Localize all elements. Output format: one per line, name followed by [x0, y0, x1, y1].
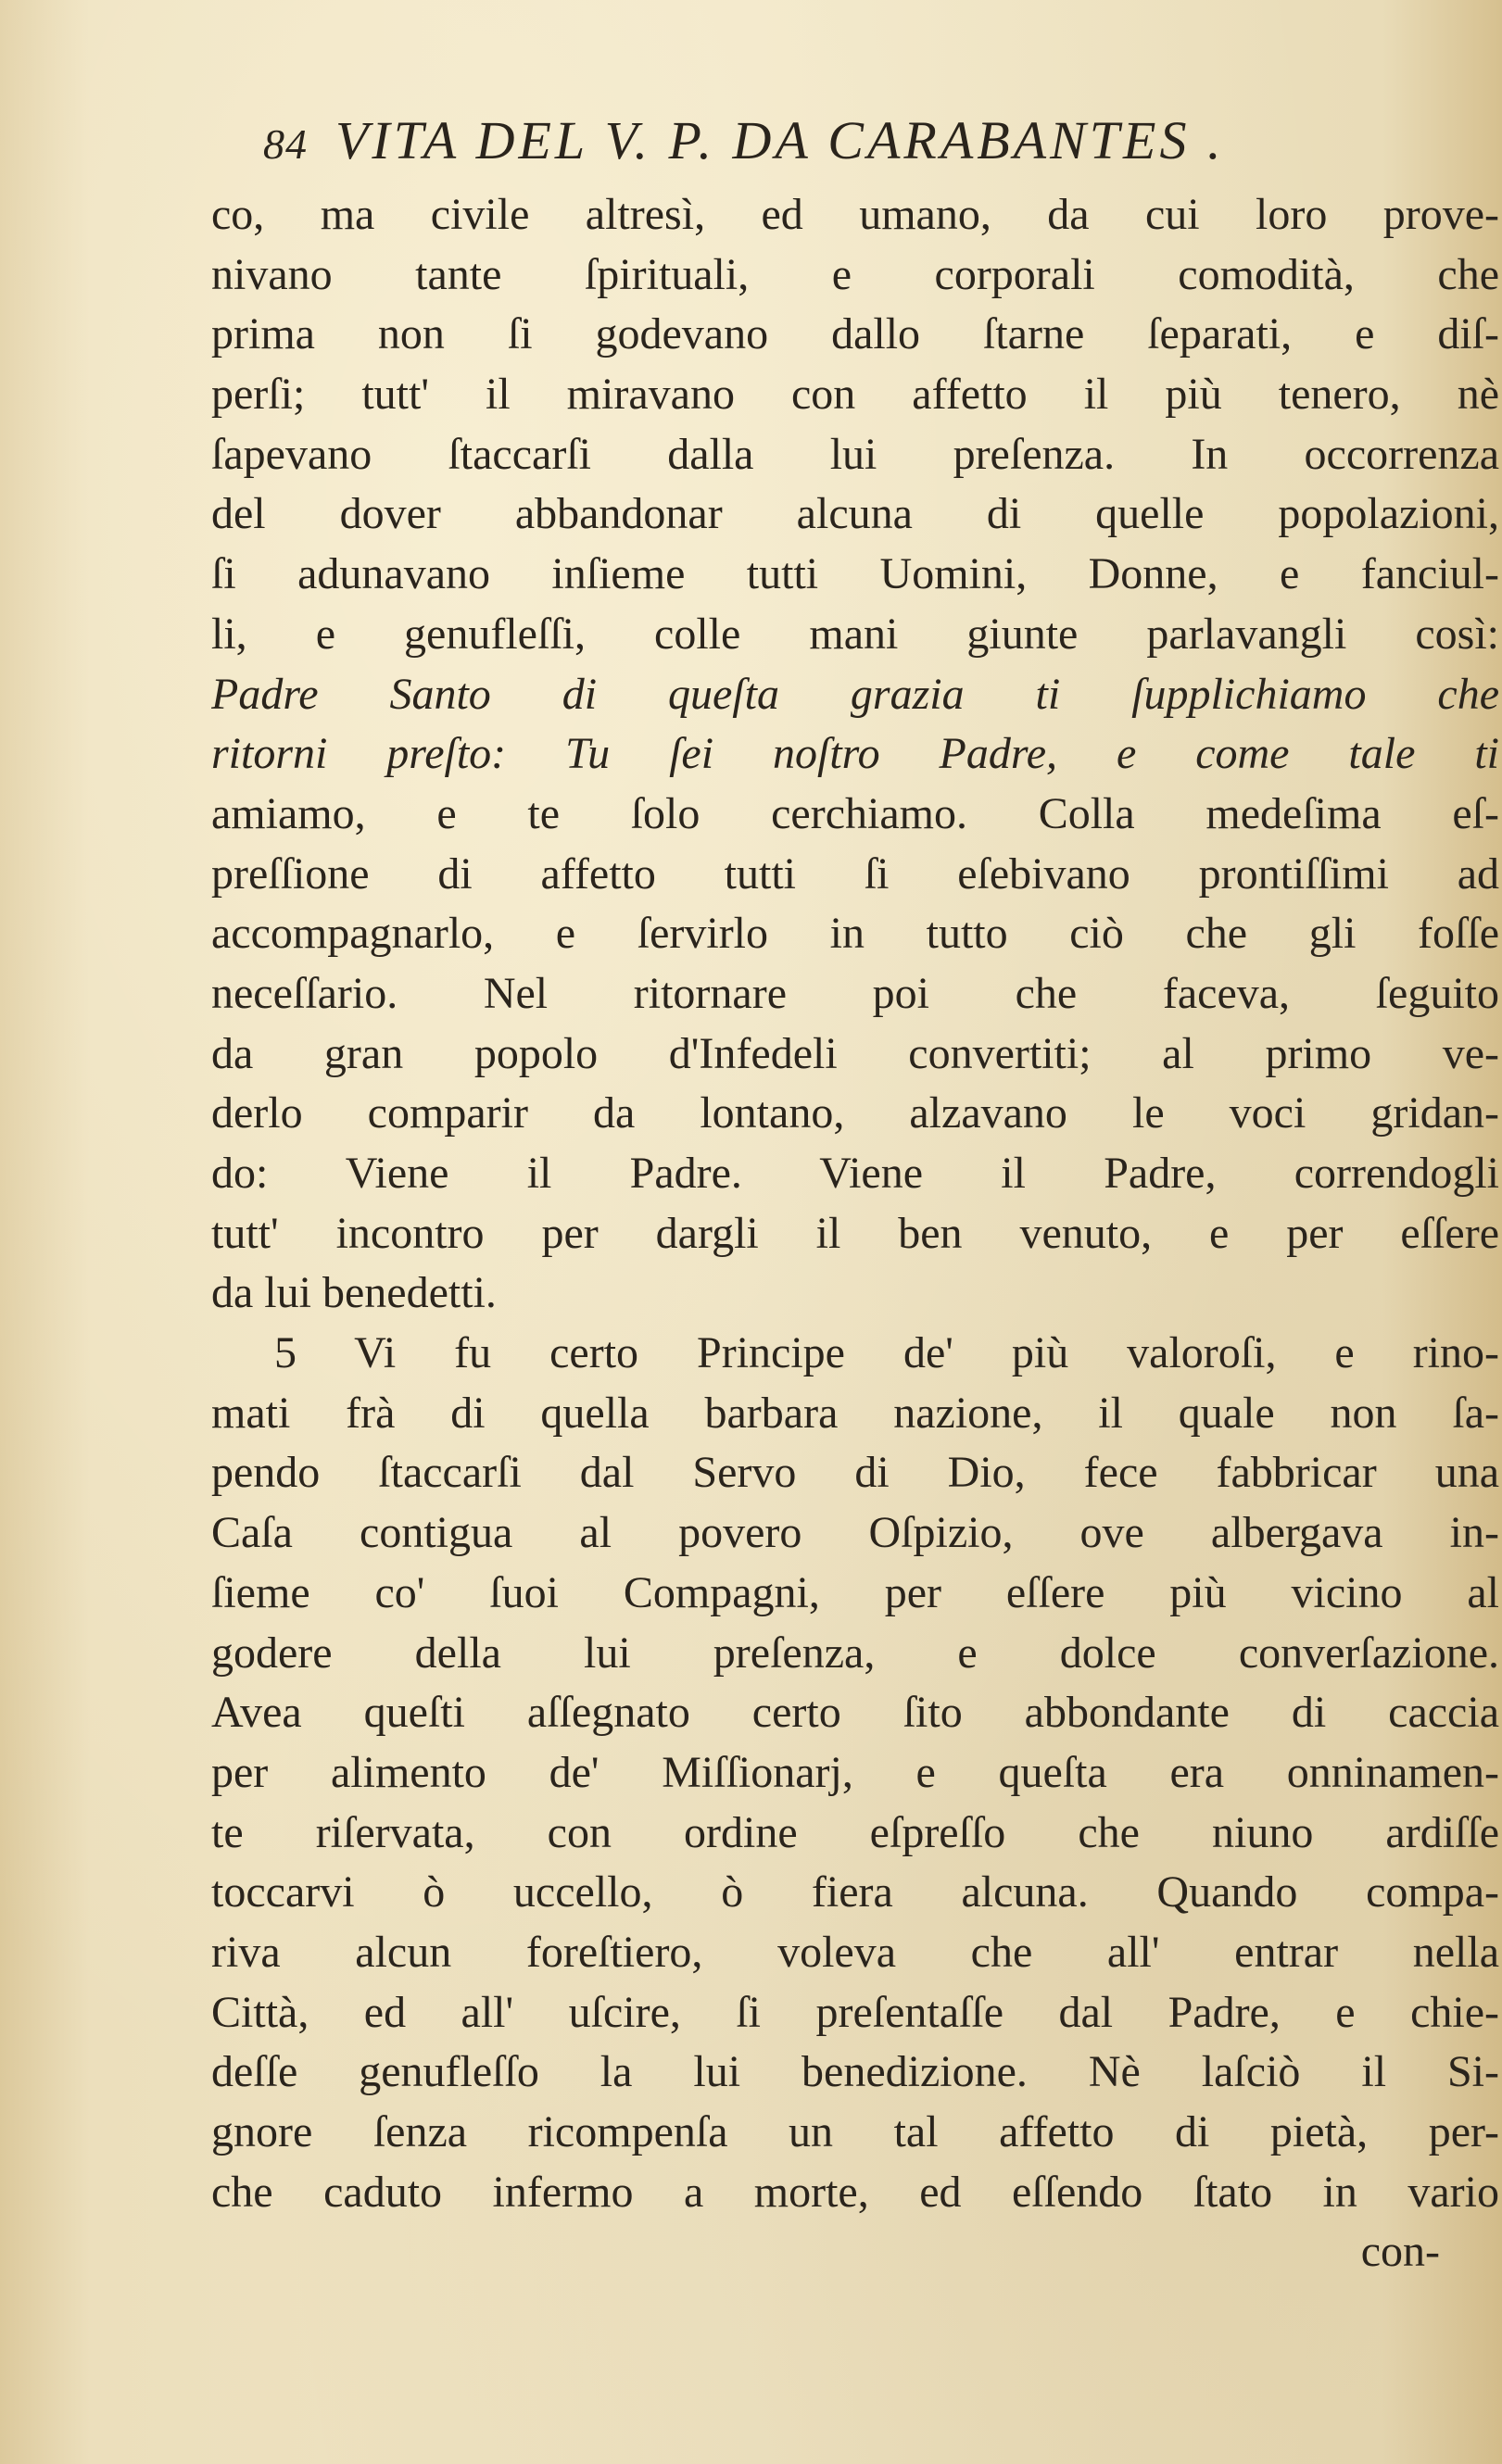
- text-line: li, e genufleſſi, colle mani giunte parlavangli così:: [211, 609, 1499, 659]
- text-line: mati frà di quella barbara nazione, il quale non ſa-: [211, 1388, 1499, 1438]
- text-line: riva alcun foreſtiero, voleva che all' entrar nella: [211, 1927, 1499, 1977]
- text-line-italic: ritorni preſto: Tu ſei noſtro Padre, e come tale ti: [211, 729, 1499, 779]
- text-line: che caduto infermo a morte, ed eſſendo ſtato in vario: [211, 2167, 1499, 2217]
- catchword: con-: [1360, 2227, 1440, 2277]
- text-line: nivano tante ſpirituali, e corporali comodità, che: [211, 249, 1499, 299]
- page-text: [211, 109, 1499, 2282]
- text-line: toccarvi ò uccello, ò fiera alcuna. Quando compa-: [211, 1867, 1499, 1917]
- paragraph-end-line: da lui benedetti.: [211, 1268, 497, 1318]
- text-line: tutt' incontro per dargli il ben venuto, e per eſſere: [211, 1208, 1499, 1258]
- section-start-line: 5 Vi fu certo Principe de' più valoroſi, e rino-: [274, 1328, 1499, 1378]
- text-line: perſi; tutt' il miravano con affetto il più tenero, nè: [211, 370, 1499, 420]
- page-number: 84: [263, 120, 308, 168]
- text-line: per alimento de' Miſſionarj, e queſta era onninamen-: [211, 1747, 1499, 1797]
- text-line: derlo comparir da lontano, alzavano le voci gridan-: [211, 1088, 1499, 1138]
- body-text: [211, 185, 1499, 2222]
- running-title: VITA DEL V. P. DA CARABANTES .: [335, 110, 1225, 170]
- text-line: del dover abbandonar alcuna di quelle popolazioni,: [211, 489, 1499, 539]
- text-line: Caſa contigua al povero Oſpizio, ove albergava in-: [211, 1508, 1499, 1558]
- text-line: co, ma civile altresì, ed umano, da cui loro prove-: [211, 190, 1499, 239]
- text-line: Avea queſti aſſegnato certo ſito abbondante di caccia: [211, 1688, 1499, 1738]
- text-line-italic: Padre Santo di queſta grazia ti ſupplichiamo che: [211, 669, 1499, 719]
- text-line: ſi adunavano inſieme tutti Uomini, Donne, e fanciul-: [211, 549, 1499, 599]
- running-head: [263, 109, 1499, 185]
- text-line: neceſſario. Nel ritornare poi che faceva, ſeguito: [211, 968, 1499, 1018]
- text-line: godere della lui preſenza, e dolce converſazione.: [211, 1628, 1499, 1678]
- text-line: preſſione di affetto tutti ſi eſebivano prontiſſimi ad: [211, 849, 1499, 899]
- text-line: te riſervata, con ordine eſpreſſo che niuno ardiſſe: [211, 1807, 1499, 1857]
- text-line: accompagnarlo, e ſervirlo in tutto ciò che gli foſſe: [211, 909, 1499, 959]
- text-line: da gran popolo d'Infedeli convertiti; al primo ve-: [211, 1028, 1499, 1078]
- text-line: pendo ſtaccarſi dal Servo di Dio, fece fabbricar una: [211, 1448, 1499, 1498]
- text-line: ſieme co' ſuoi Compagni, per eſſere più vicino al: [211, 1567, 1499, 1617]
- text-line: prima non ſi godevano dallo ſtarne ſeparati, e diſ-: [211, 309, 1499, 359]
- text-line: amiamo, e te ſolo cerchiamo. Colla medeſima eſ-: [211, 788, 1499, 838]
- text-line: Città, ed all' uſcire, ſi preſentaſſe dal Padre, e chie-: [211, 1987, 1499, 2037]
- text-line: do: Viene il Padre. Viene il Padre, correndogli: [211, 1149, 1499, 1198]
- text-line: gnore ſenza ricompenſa un tal affetto di pietà, per-: [211, 2107, 1499, 2156]
- text-line: deſſe genufleſſo la lui benedizione. Nè laſciò il Si-: [211, 2047, 1499, 2097]
- text-line: ſapevano ſtaccarſi dalla lui preſenza. In occorrenza: [211, 429, 1499, 479]
